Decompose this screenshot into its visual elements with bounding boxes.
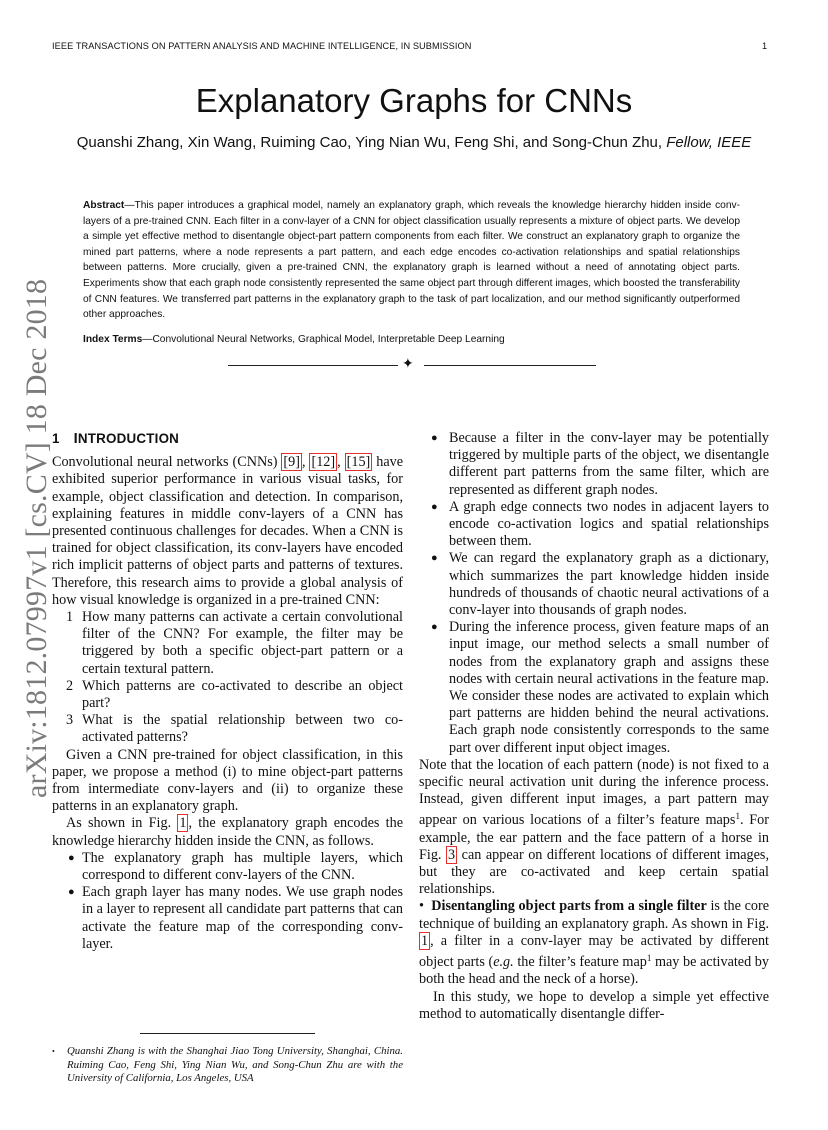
question-list [52, 609, 403, 747]
list-item [52, 712, 403, 746]
arxiv-stamp: arXiv:1812.07997v1 [cs.CV] 18 Dec 2018 [20, 278, 53, 798]
list-number: 2 [66, 677, 74, 694]
citation-link[interactable]: [9] [283, 454, 300, 471]
figure-link[interactable]: 1 [421, 932, 429, 949]
footnote-ref[interactable]: 1 [646, 953, 652, 964]
index-terms-label: Index Terms [83, 334, 143, 345]
list-item-text: The explanatory graph has multiple layers, which correspond to different conv-layers of the CNN. [82, 849, 403, 884]
intro-text: Convolutional neural networks (CNNs) [52, 454, 282, 471]
list-item [419, 499, 769, 551]
bullet-icon: ● [431, 621, 438, 634]
divider-star-icon: ✦ [402, 356, 414, 372]
list-item [52, 678, 403, 712]
list-item [52, 884, 403, 953]
footnote-ref[interactable]: 1 [735, 811, 740, 822]
left-column [52, 430, 403, 953]
list-item-text: A graph edge connects two nodes in adjacent layers to encode co-activation logics and spatial relationships between them. [449, 498, 769, 550]
page-number: 1 [762, 41, 768, 51]
right-column [419, 430, 769, 1023]
author-suffix: Fellow, IEEE [666, 134, 752, 151]
section-title-initial: I [73, 431, 78, 447]
intro-text: As shown in Fig. [66, 815, 178, 832]
list-item [52, 850, 403, 884]
bullet-icon: ● [68, 851, 75, 864]
italic-phrase: e.g. [493, 954, 514, 971]
body-paragraph-4 [419, 757, 769, 899]
intro-text: have exhibited superior performance in various visual tasks, for example, object classification and detection. In comparison, explaining features in middle conv-layers of a CNN has presented continuous challenges for decades. When a CNN is trained for object classification, its conv-layers have encoded rich implicit patterns of object parts and patterns of textures. Therefore, this research aims to provide a global analysis of how visual knowledge is organized in a pre-trained CNN: [52, 454, 404, 608]
intro-paragraph-1: Convolutional neural networks (CNNs) [9] , [12] , [15] have exhibited superior performance in various visual tasks, for example, object classification and detection. In comparison, explaining features in middle conv-layers of a CNN has presented continuous challenges for decades. When a CNN is trained for object classification, its conv-layers have encoded rich implicit patterns of object parts and patterns of textures. Therefore, this research aims to provide a global analysis of how visual knowledge is organized in a pre-trained CNN: [52, 454, 404, 608]
author-names: Quanshi Zhang, Xin Wang, Ruiming Cao, Ying Nian Wu, Feng Shi, and Song-Chun Zhu, [76, 134, 667, 151]
footnote-bullet: • [52, 1047, 55, 1056]
running-header: IEEE TRANSACTIONS ON PATTERN ANALYSIS AND MACHINE INTELLIGENCE, IN SUBMISSION [52, 41, 472, 51]
bullet-icon: ● [431, 500, 438, 513]
intro-paragraph-3 [52, 815, 403, 849]
bullet-list-left [52, 850, 403, 953]
intro-paragraph-2: Given a CNN pre-trained for object classification, in this paper, we propose a method (i) to mine object-part patterns from intermediate conv-layers and (ii) to organize these patterns in an explanatory graph. [52, 746, 403, 815]
paper-title: Explanatory Graphs for CNNs [195, 82, 633, 119]
section-title-rest: NTRODUCTION [77, 431, 180, 446]
list-item-text: Which patterns are co-activated to describe an object part? [82, 677, 403, 712]
list-item-text: Because a filter in the conv-layer may be potentially triggered by multiple parts of the object, we disentangle different part patterns from the same filter, which are represented as different graph nodes. [449, 430, 769, 498]
body-paragraph-5 [419, 898, 769, 988]
citation-link[interactable]: [15] [346, 454, 371, 471]
list-item [419, 550, 769, 619]
abstract-text: —This paper introduces a graphical model, namely an explanatory graph, which reveals the knowledge hierarchy hidden inside conv-layers of a pre-trained CNN. Each filter in a conv-layer of a CNN for object classification usually represents a mixture of object parts. We develop a simple yet effective method to disentangle object-part pattern components from each filter. We construct an explanatory graph to organize the mined part patterns, where a node represents a part pattern, and each edge encodes co-activation relationships and spatial relationships between patterns. More crucially, given a pre-trained CNN, the explanatory graph is learned without a need of annotating object parts. Experiments show that each graph node consistently represented the same object part through different images, which boosted the transferability of CNN features. We transferred part patterns in the explanatory graph to the task of part localization, and our method significantly outperformed other approaches. [83, 200, 740, 321]
footnote-rule [140, 1033, 315, 1034]
bullet-icon: ● [431, 552, 438, 565]
body-text: Note that the location of each pattern (node) is not fixed to a specific neural activation unit during the inference process. Instead, given different input images, a part pattern may appear on various locations of a filter’s feature maps [419, 756, 769, 829]
body-text: . For example, the ear pattern and the face pattern of a horse in Fig. [419, 812, 769, 863]
bullet-list-right [419, 430, 769, 757]
body-paragraph-6: In this study, we hope to develop a simple yet effective method to automatically disentangle differ- [419, 988, 769, 1022]
bullet-icon: ● [68, 886, 75, 899]
body-text: , a filter in a conv-layer may be activated by different object parts ( [419, 932, 769, 971]
body-text: can appear on different locations of different images, but they are co-activated and keep certain spatial relationships. [419, 846, 769, 898]
section-heading [52, 430, 403, 448]
list-item-text: How many patterns can activate a certain convolutional filter of the CNN? For example, the filter may be triggered by both a specific object-part pattern or a certain textural pattern. [82, 609, 403, 677]
list-item-text: Each graph layer has many nodes. We use graph nodes in a layer to represent all candidate part patterns that can activate the feature map of the corresponding conv-layer. [82, 884, 403, 952]
list-item [419, 619, 769, 757]
list-number: 3 [66, 712, 74, 729]
abstract [83, 198, 740, 323]
citation-link[interactable]: [12] [311, 454, 336, 471]
figure-link[interactable]: 3 [448, 846, 456, 863]
abstract-label: Abstract [83, 200, 125, 211]
divider-line-right [424, 365, 596, 366]
divider-line-left [228, 365, 398, 366]
bullet-icon: ● [431, 432, 438, 444]
author-footnote [52, 1045, 403, 1086]
footnote-text: Quanshi Zhang is with the Shanghai Jiao Tong University, Shanghai, China. Ruiming Cao, Feng Shi, Ying Nian Wu, and Song-Chun Zhu are with the University of California, Los Angeles, USA [67, 1045, 403, 1084]
body-text: the filter’s feature map [513, 954, 647, 971]
body-text: may be activated by both the head and the neck of a horse). [419, 954, 769, 988]
list-item [52, 609, 403, 678]
list-item [419, 430, 769, 499]
figure-link[interactable]: 1 [179, 815, 187, 832]
index-terms-text: —Convolutional Neural Networks, Graphical Model, Interpretable Deep Learning [142, 334, 505, 345]
index-terms [83, 334, 740, 345]
list-item-text: We can regard the explanatory graph as a dictionary, which summarizes the part knowledge hidden inside hundreds of thousands of chaotic neural activations of a conv-layer into thousands of graph nodes. [449, 550, 769, 619]
list-number: 1 [66, 609, 74, 626]
paragraph-bullet: • [419, 898, 424, 915]
bold-phrase: Disentangling object parts from a single filter [431, 898, 707, 915]
body-text: is the core technique of building an explanatory graph. As shown in Fig. [419, 898, 769, 932]
author-list [0, 134, 828, 151]
list-item-text: What is the spatial relationship between two co-activated patterns? [82, 712, 403, 746]
section-number: 1 [52, 431, 60, 446]
section-divider [228, 356, 596, 373]
list-item-text: During the inference process, given feature maps of an input image, our method selects a small number of nodes from the explanatory graph and assigns these nodes with certain neural activations in the feature map. We consider these nodes are activated to explain which part patterns are hidden behind the neural activations. Each graph node consistently corresponds to the same part over different input object images. [449, 619, 769, 756]
intro-text: , the explanatory graph encodes the knowledge hierarchy hidden inside the CNN, as follows. [52, 815, 403, 849]
